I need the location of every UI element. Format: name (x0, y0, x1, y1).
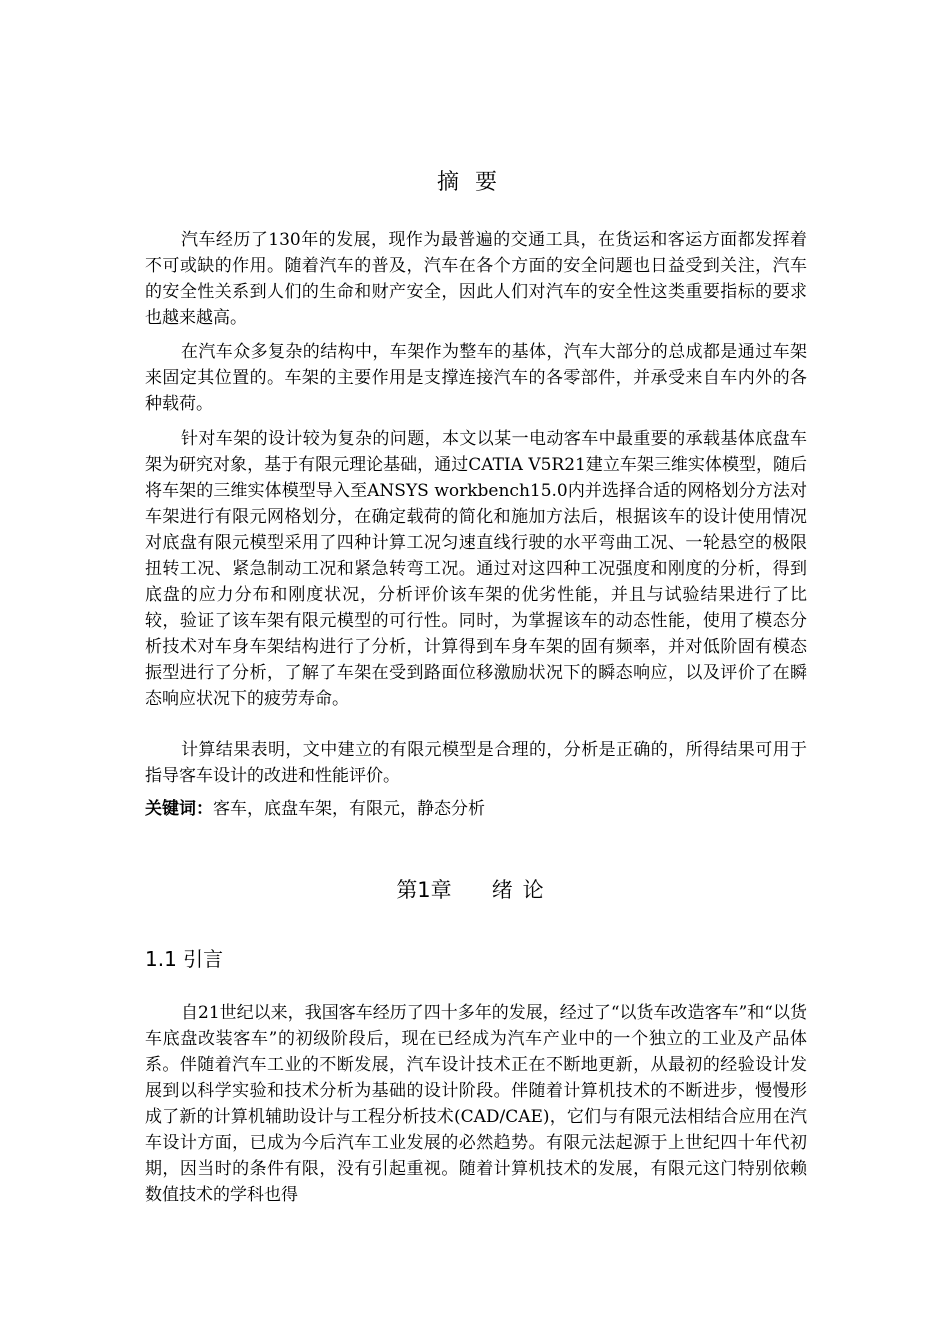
abstract-paragraph-1: 汽车经历了130年的发展，现作为最普遍的交通工具，在货运和客运方面都发挥着不可或缺的作用。随着汽车的普及，汽车在各个方面的安全问题也日益受到关注，汽车的安全性关系到人们的生命和财产安全，因此人们对汽车的安全性这类重要指标的要求也越来越高。 (145, 230, 807, 328)
keywords-line (145, 796, 807, 822)
abstract-paragraph-2: 在汽车众多复杂的结构中，车架作为整车的基体，汽车大部分的总成都是通过车架来固定其位置的。车架的主要作用是支撑连接汽车的各零部件，并承受来自车内外的各种载荷。 (145, 342, 807, 414)
chapter-name: 绪论 (491, 878, 554, 902)
keywords-label: 关键词： (145, 799, 213, 819)
abstract-title: 摘要 (436, 170, 513, 195)
abstract-paragraph-3: 针对车架的设计较为复杂的问题，本文以某一电动客车中最重要的承载基体底盘车架为研究对象，基于有限元理论基础，通过CATIA V5R21建立车架三维实体模型，随后将车架的三维实体模型导入至ANSYS workbench15.0内并选择合适的网格划分方法对车架进行有限元网格划分，在确定载荷的简化和施加方法后，根据该车的设计使用情况对底盘有限元模型采用了四种计算工况匀速直线行驶的水平弯曲工况、一轮悬空的极限扭转工况、紧急制动工况和紧急转弯工况。通过对这四种工况强度和刚度的分析，得到底盘的应力分布和刚度状况，分析评价该车架的优劣性能，并且与试验结果进行了比较，验证了该车架有限元模型的可行性。同时，为掌握该车的动态性能，使用了模态分析技术对车身车架结构进行了分析，计算得到车身车架的固有频率，并对低阶固有模态振型进行了分析，了解了车架在受到路面位移激励状况下的瞬态响应，以及评价了在瞬态响应状况下的疲劳寿命。 (145, 429, 807, 709)
keywords-text: 客车，底盘车架，有限元，静态分析 (213, 799, 485, 819)
chapter-number: 第1章 (396, 878, 452, 902)
section-paragraph-1: 自21世纪以来，我国客车经历了四十多年的发展，经过了“以货车改造客车”和“以货车底盘改装客车”的初级阶段后，现在已经成为汽车产业中的一个独立的工业及产品体系。伴随着汽车工业的不断发展，汽车设计技术正在不断地更新，从最初的经验设计发展到以科学实验和技术分析为基础的设计阶段。伴随着计算机技术的不断进步，慢慢形成了新的计算机辅助设计与工程分析技术(CAD/CAE)，它们与有限元法相结合应用在汽车设计方面，已成为今后汽车工业发展的必然趋势。有限元法起源于上世纪四十年代初期，因当时的条件有限，没有引起重视。随着计算机技术的发展，有限元这门特别依赖数值技术的学科也得 (145, 1003, 807, 1205)
abstract-paragraph-4: 计算结果表明，文中建立的有限元模型是合理的，分析是正确的，所得结果可用于指导客车设计的改进和性能评价。 (145, 740, 807, 786)
section-title: 1.1 引言 (145, 947, 224, 971)
chapter-title (0, 875, 950, 905)
